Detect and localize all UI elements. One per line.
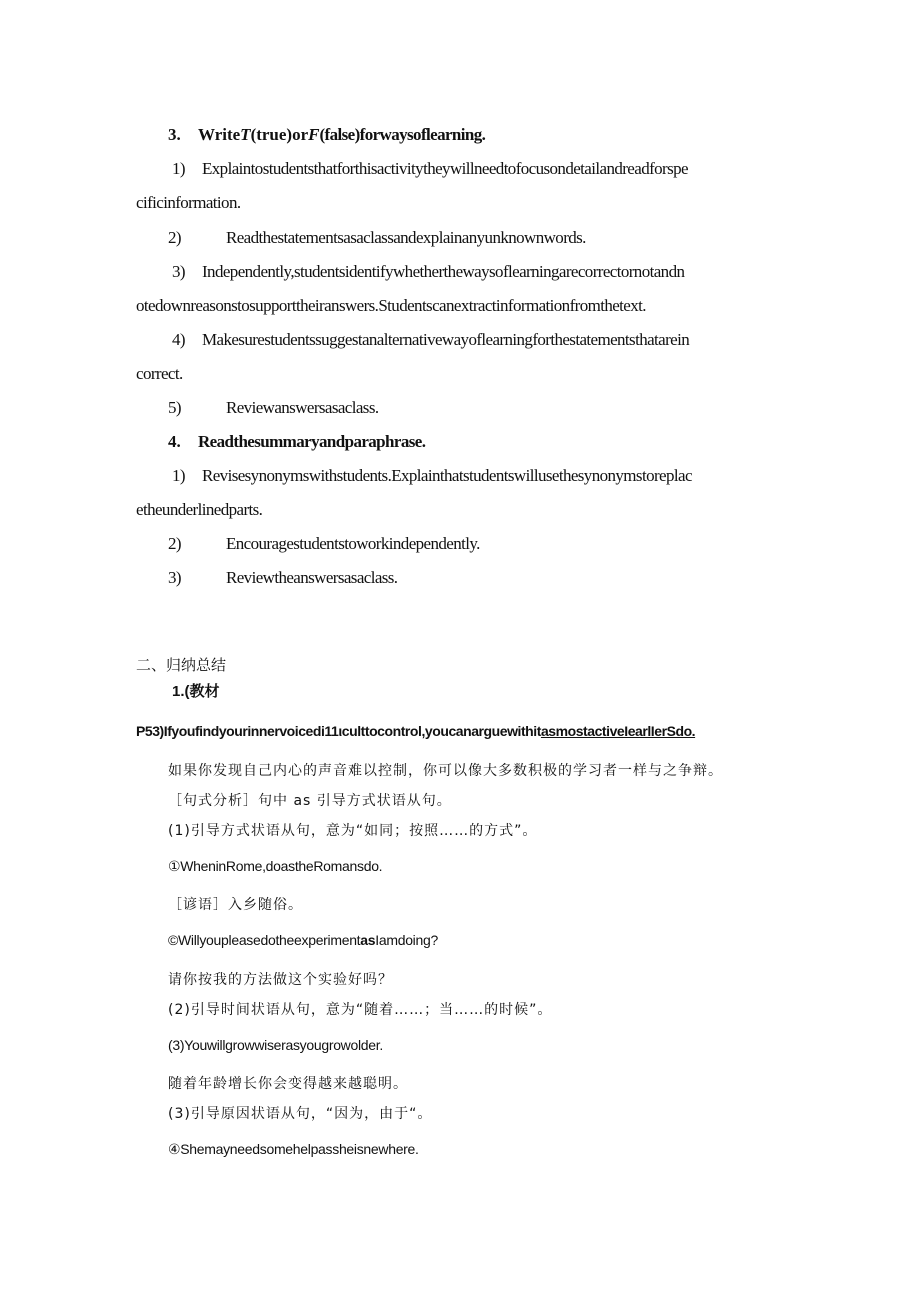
section4-item-1-cont: etheunderlinedparts.	[136, 500, 263, 519]
sentence-analysis: ［句式分析］句中 as 引导方式状语从句。	[168, 793, 452, 809]
section4-number: 4.	[168, 432, 181, 451]
section3-item-2: 2) Readthestatementsasaclassandexplainanyunknownwords.	[168, 228, 586, 247]
section3-item-4: 4) Makesurestudentssuggestanalternativewayoflearningforthestatementsthatarein	[172, 330, 690, 349]
section4-item-2: 2) Encouragestudentstoworkindependently.	[168, 534, 480, 553]
section3-item-3: 3) Independently,studentsidentifywhetherthewaysoflearningarecorrectornotandn	[172, 262, 685, 281]
section3-number: 3.	[168, 125, 181, 144]
section4-heading: 4. Readthesummaryandparaphrase.	[168, 432, 426, 451]
quote-translation: 如果你发现自己内心的声音难以控制，你可以像大多数积极的学习者一样与之争辩。	[168, 763, 723, 779]
section4-item-1: 1) Revisesynonymswithstudents.Explainthatstudentswillusethesynonymstoreplac	[172, 466, 692, 485]
section3-item-4-cont: correct.	[136, 364, 183, 383]
usage-manner: (1)引导方式状语从句，意为“如同；按照……的方式”。	[168, 823, 538, 839]
quote-underlined-part: asmostactiveIearlIerSdo.	[540, 723, 696, 739]
section3-item-3-cont: otedownreasonstosupporttheiranswers.Studentscanextractinformationfromthetext.	[136, 296, 646, 315]
section4-item-3: 3) Reviewtheanswersasaclass.	[168, 568, 398, 587]
proverb: ［谚语］入乡随俗。	[168, 897, 303, 913]
summary-title: 二、归纳总结	[136, 656, 227, 674]
example-3-translation: 随着年龄增长你会变得越来越聪明。	[168, 1076, 408, 1092]
textbook-quote: P53)Ifyoufindyourinnervoicedi11ιculttocontrol,youcanarguewithitasmostactiveIearlIerSdo.	[136, 723, 696, 739]
example-4: ④Shemayneedsomehelpassheisnewhere.	[168, 1141, 419, 1157]
section3-item-5: 5) Reviewanswersasaclass.	[168, 398, 379, 417]
example-3: (3)Youwillgrowwiserasyougrowolder.	[168, 1037, 383, 1053]
section3-item-1: 1) Explaintostudentsthatforthisactivitytheywillneedtofocusondetailandreadforspe	[172, 159, 688, 178]
section3-heading: 3. WriteT(true)orF(false)forwaysoflearning.	[168, 125, 486, 144]
example-1: ①WheninRome,doastheRomansdo.	[168, 858, 383, 874]
usage-time: (2)引导时间状语从句，意为“随着……；当……的时候”。	[168, 1002, 553, 1018]
example-2-translation: 请你按我的方法做这个实验好吗？	[168, 972, 393, 988]
section3-item-1-cont: cificinformation.	[136, 193, 241, 212]
usage-reason: (3)引导原因状语从句，“因为，由于“。	[168, 1106, 433, 1122]
example-2: ©WillyoupleasedotheexperimentasIamdoing?	[168, 932, 438, 948]
summary-subtitle: 1.(教材	[172, 683, 220, 700]
